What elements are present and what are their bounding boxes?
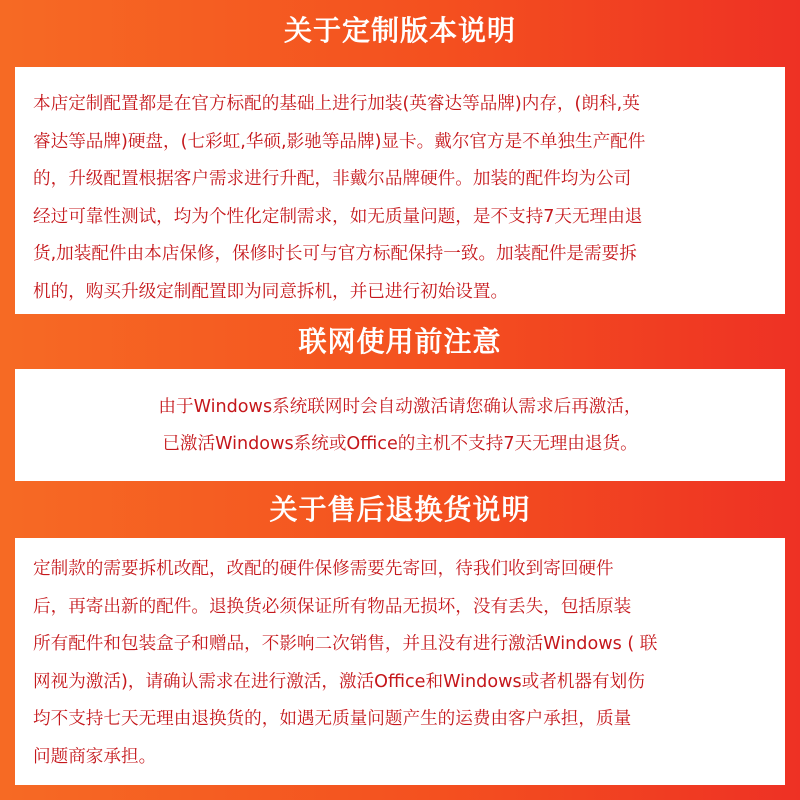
notice-line: 经过可靠性测试，均为个性化定制需求，如无质量问题，是不支持7天无理由退 bbox=[33, 206, 643, 227]
network-notice-box bbox=[15, 369, 785, 481]
notice-line: 问题商家承担。 bbox=[33, 746, 157, 767]
notice-line: 后，再寄出新的配件。退换货必须保证所有物品无损坏，没有丢失，包括原装 bbox=[33, 596, 632, 617]
notice-line: 网视为激活)，请确认需求在进行激活，激活Office和Windows或者机器有划伤 bbox=[33, 671, 645, 692]
section-heading-custom-version: 关于定制版本说明 bbox=[283, 14, 516, 47]
notice-line: 本店定制配置都是在官方标配的基础上进行加装(英睿达等品牌)内存，(朗科,英 bbox=[33, 94, 640, 114]
notice-line: 定制款的需要拆机改配，改配的硬件保修需要先寄回，待我们收到寄回硬件 bbox=[33, 559, 614, 579]
notice-line: 的，升级配置根据客户需求进行升配，非戴尔品牌硬件。加装的配件均为公司 bbox=[33, 169, 632, 189]
notice-line: 所有配件和包装盒子和赠品，不影响二次销售，并且没有进行激活Windows ( 联 bbox=[33, 634, 658, 654]
section-heading-after-sales: 关于售后退换货说明 bbox=[269, 493, 531, 526]
notice-line: 睿达等品牌)硬盘，(七彩虹,华硕,影驰等品牌)显卡。戴尔官方是不单独生产配件 bbox=[33, 131, 646, 152]
custom-version-notice-box bbox=[15, 67, 785, 314]
notice-line: 货,加装配件由本店保修，保修时长可与官方标配保持一致。加装配件是需要拆 bbox=[33, 244, 637, 264]
section-heading-network-notice: 联网使用前注意 bbox=[298, 325, 502, 358]
notice-line: 由于Windows系统联网时会自动激活请您确认需求后再激活， bbox=[158, 397, 642, 417]
notice-line: 机的，购买升级定制配置即为同意拆机，并已进行初始设置。 bbox=[33, 281, 509, 302]
notice-line: 已激活Windows系统或Office的主机不支持7天无理由退货。 bbox=[162, 434, 638, 454]
notice-line: 均不支持七天无理由退换货的，如遇无质量问题产生的运费由客户承担，质量 bbox=[33, 709, 632, 729]
after-sales-notice-box bbox=[15, 538, 785, 785]
